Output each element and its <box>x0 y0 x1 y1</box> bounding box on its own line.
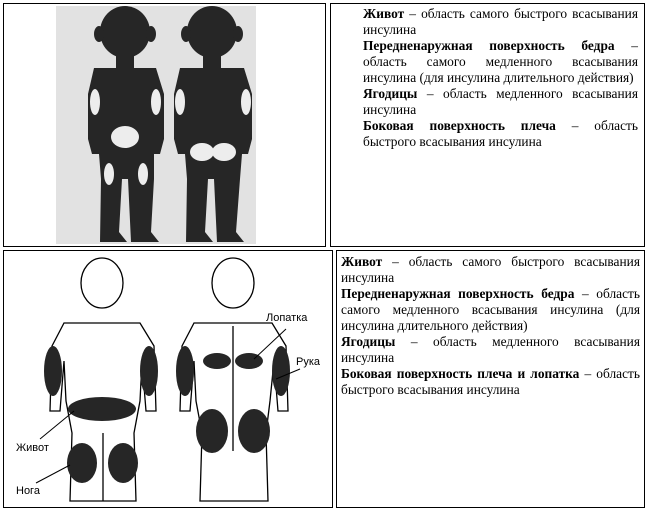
row1-item-shoulder: Боковая поверхность плеча – область быстрого всасывания инсулина <box>363 118 638 149</box>
row1-item-thigh: Передненаружная поверхность бедра – область самого медленного всасывания инсулина (для инсулина длительного действия) <box>363 38 638 85</box>
adult-back-outline <box>180 258 288 501</box>
row2-description-cell <box>336 250 645 508</box>
row1-item-buttocks: Ягодицы – область медленного всасывания инсулина <box>363 86 638 117</box>
diagram-adult-bodies-cell <box>3 250 333 508</box>
row2-item-buttocks: Ягодицы – область медленного всасывания инсулина <box>341 334 640 365</box>
photo-child-silhouettes-cell <box>3 3 326 247</box>
adult-bodies-figure <box>4 251 332 507</box>
adult-front-outline <box>50 258 156 501</box>
row1-item-abdomen: Живот – область самого быстрого всасывания инсулина <box>363 6 638 37</box>
row2-item-shoulder-scapula: Боковая поверхность плеча и лопатка – область быстрого всасывания инсулина <box>341 366 640 397</box>
row2-item-abdomen: Живот – область самого быстрого всасывания инсулина <box>341 254 640 285</box>
row1-description-cell <box>330 3 645 247</box>
label-abdomen: Живот <box>16 442 49 454</box>
label-scapula: Лопатка <box>266 312 308 324</box>
label-leg: Нога <box>16 485 40 497</box>
label-arm: Рука <box>296 356 321 368</box>
row2-item-thigh: Передненаружная поверхность бедра – область самого медленного всасывания инсулина (для инсулина длительного действия) <box>341 286 640 333</box>
child-silhouettes-figure <box>4 4 325 246</box>
